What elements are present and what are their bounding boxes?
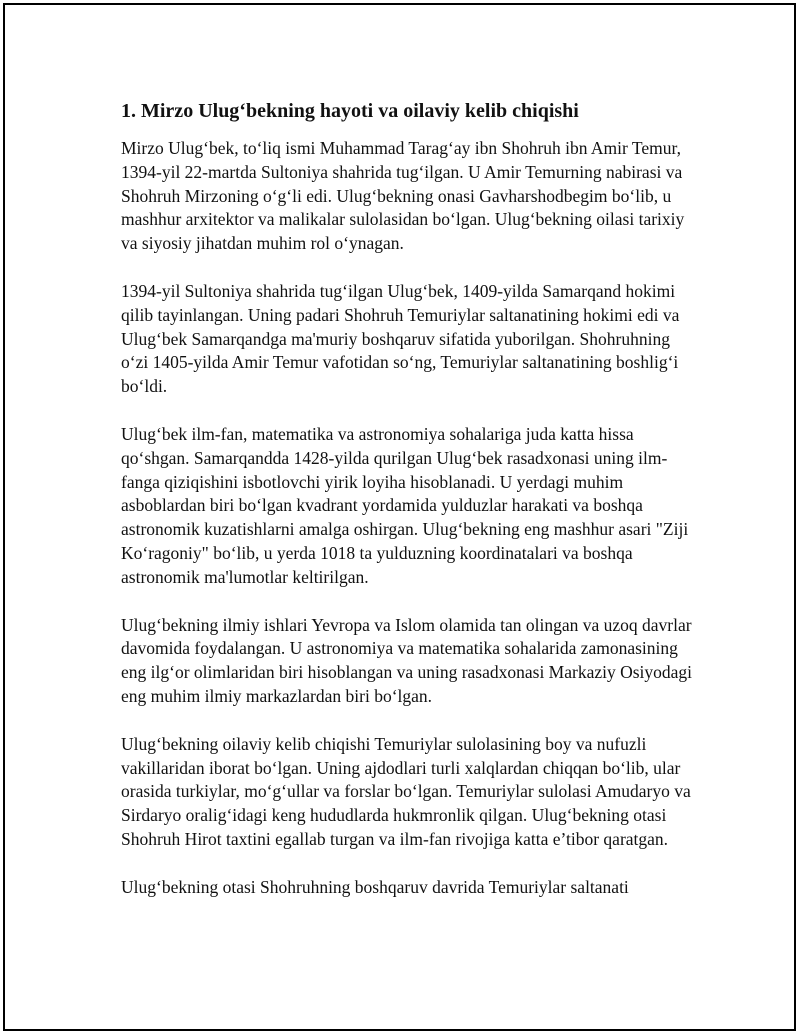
paragraph: Mirzo Ulug‘bek, to‘liq ismi Muhammad Tarag‘ay ibn Shohruh ibn Amir Temur, 1394-yil 22-martda Sultoniya shahrida tug‘ilgan. U Amir Temurning nabirasi va Shohruh Mirzoning o‘g‘li edi. Ulug‘bekning onasi Gavharshodbegim bo‘lib, u mashhur arxitektor va malikalar sulolasidan bo‘lgan. Ulug‘bekning oilasi tarixiy va siyosiy jihatdan muhim rol o‘ynagan. [121, 138, 685, 254]
paragraph: Ulug‘bekning oilaviy kelib chiqishi Temuriylar sulolasining boy va nufuzli vakillaridan iborat bo‘lgan. Uning ajdodlari turli xalqlardan chiqqan bo‘lib, ular orasida turkiylar, mo‘g‘ullar va forslar bo‘lgan. Temuriylar sulolasi Amudaryo va Sirdaryo oralig‘idagi keng hududlarda hukmronlik qilgan. Ulug‘bekning otasi Shohruh Hirot taxtini egallab turgan va ilm-fan rivojiga katta e’tibor qaratgan. [121, 733, 691, 849]
document-body [121, 98, 701, 924]
paragraph: Ulug‘bek ilm-fan, matematika va astronomiya sohalariga juda katta hissa qo‘shgan. Samarqandda 1428-yilda qurilgan Ulug‘bek rasadxonasi uning ilm-fanga qiziqishini isbotlovchi yirik loyiha hisoblanadi. U yerdagi muhim asboblardan biri bo‘lgan kvadrant yordamida yulduzlar harakati va boshqa astronomik kuzatishlarni amalga oshirgan. Ulug‘bekning eng mashhur asari "Ziji Ko‘ragoniy" bo‘lib, u yerda 1018 ta yulduzning koordinatalari va boshqa astronomik ma'lumotlar keltirilgan. [121, 423, 689, 587]
paragraph: Ulug‘bekning ilmiy ishlari Yevropa va Islom olamida tan olingan va uzoq davrlar davomida foydalangan. U astronomiya va matematika sohalarida zamonasining eng ilg‘or olimlaridan biri hisoblangan va uning rasadxonasi Markaziy Osiyodagi eng muhim ilmiy markazlardan biri bo‘lgan. [121, 614, 693, 706]
section-heading: 1. Mirzo Ulug‘bekning hayoti va oilaviy kelib chiqishi [121, 100, 579, 122]
paragraph: 1394-yil Sultoniya shahrida tug‘ilgan Ulug‘bek, 1409-yilda Samarqand hokimi qilib tayinlangan. Uning padari Shohruh Temuriylar saltanatining hokimi edi va Ulug‘bek Samarqandga ma'muriy boshqaruv sifatida yuborilgan. Shohruhning o‘zi 1405-yilda Amir Temur vafotidan so‘ng, Temuriylar saltanatining boshlig‘i bo‘ldi. [121, 280, 680, 397]
paragraph: Ulug‘bekning otasi Shohruhning boshqaruv davrida Temuriylar saltanati [121, 876, 629, 897]
document-page [3, 3, 796, 1031]
